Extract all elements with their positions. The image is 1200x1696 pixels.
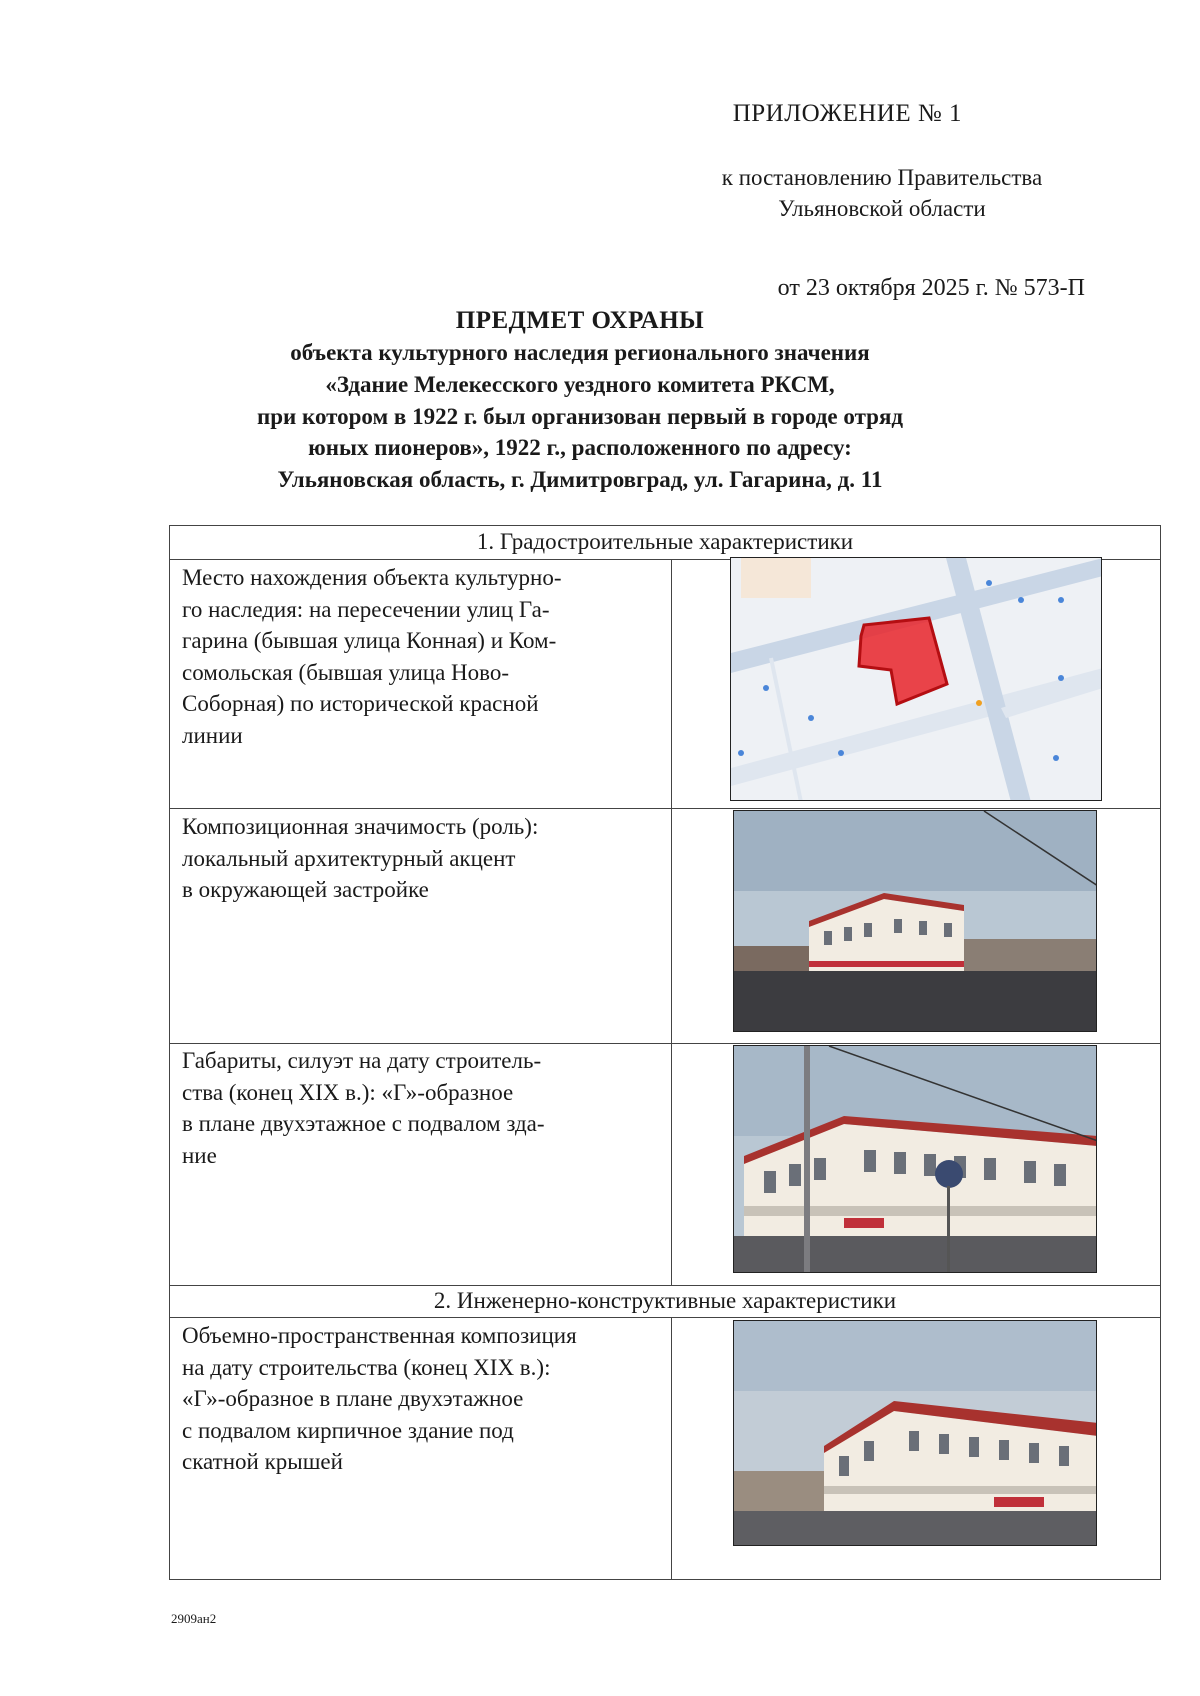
document-heading: ПРЕДМЕТ ОХРАНЫ [455,307,705,334]
table-column-divider [671,1317,672,1580]
building-photo-1 [733,810,1097,1032]
row-composition-text: Композиционная значимость (роль): локальный архитектурный акцент в окружающей застройке [182,814,539,902]
row-dimensions-text: Габариты, силуэт на дату строитель- ства (конец XIX в.): «Г»-образное в плане двухэтажное с подвалом зда- ние [182,1048,545,1168]
document-code: 2909ан2 [171,1611,217,1626]
heading-line-1: объекта культурного наследия регионального значения [290,340,870,365]
photo-svg [734,811,1097,1032]
heading-line-2: «Здание Мелекесского уездного комитета РКСМ, [325,372,835,397]
row-location-text: Место нахождения объекта культурно- го наследия: на пересечении улиц Га- гарина (бывшая улица Конная) и Ком- сомольская (бывшая улица Ново- Соборная) по исторической красной линии [182,565,562,748]
photo-svg [734,1321,1097,1546]
decree-region: Ульяновской области [778,196,986,221]
table-divider [169,1317,1161,1318]
map-svg [731,558,1102,801]
table-divider [169,1043,1161,1044]
heading-line-4: юных пионеров», 1922 г., расположенного по адресу: [308,435,852,460]
photo-svg [734,1046,1097,1273]
table-divider [169,808,1161,809]
decree-reference: к постановлению Правительства [721,165,1043,190]
building-photo-3 [733,1320,1097,1546]
building-photo-2 [733,1045,1097,1273]
decree-date-number: от 23 октября 2025 г. № 573-П [777,275,1085,301]
row-volume-text: Объемно-пространственная композиция на дату строительства (конец XIX в.): «Г»-образное в плане двухэтажное с подвалом кирпичное здание под скатной крышей [182,1323,577,1474]
section-title-engineering: 2. Инженерно-конструктивные характеристики [433,1288,897,1313]
section-title-urban: 1. Градостроительные характеристики [476,529,854,554]
heading-line-3: при котором в 1922 г. был организован первый в городе отряд [256,404,904,429]
appendix-title: ПРИЛОЖЕНИЕ № 1 [732,100,962,127]
table-divider [169,1285,1161,1286]
location-map [730,557,1102,801]
table-column-divider [671,559,672,1285]
heading-line-5: Ульяновская область, г. Димитровград, ул. Гагарина, д. 11 [277,467,883,492]
